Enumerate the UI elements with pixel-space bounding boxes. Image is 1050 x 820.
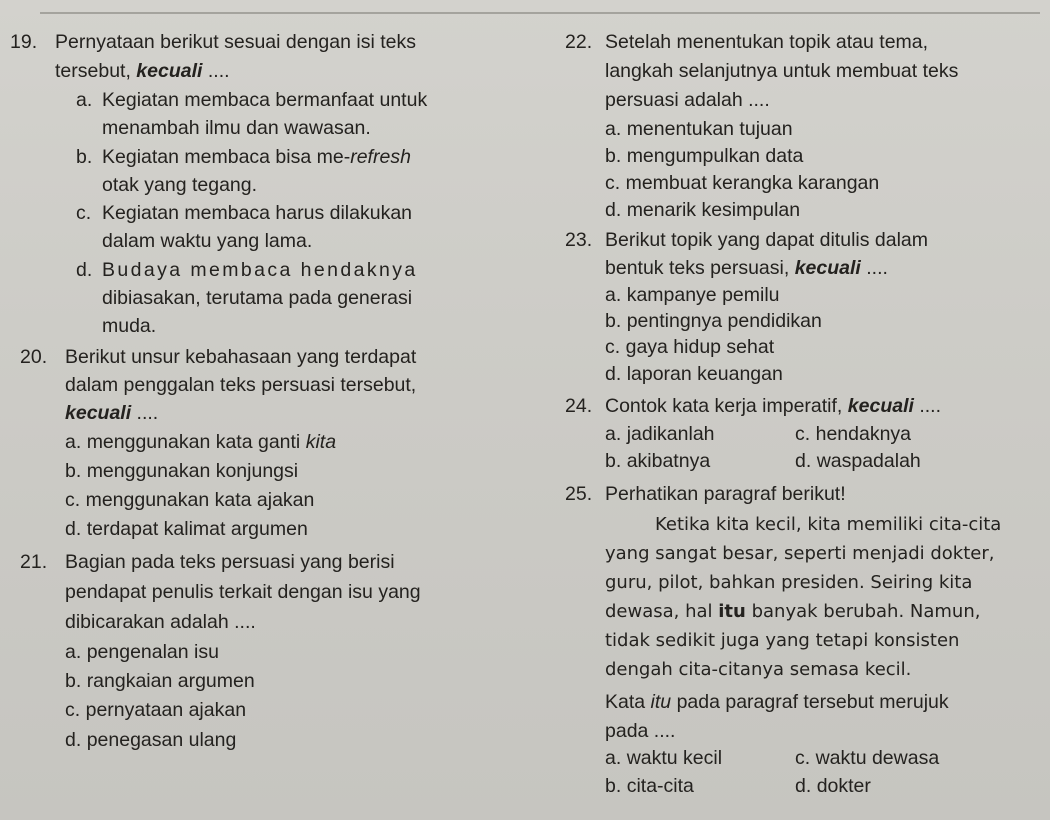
q24-option-b: b. akibatnya bbox=[605, 450, 711, 472]
q25-paragraph-5: tidak sedikit juga yang tetapi konsisten bbox=[605, 630, 960, 651]
q20-number: 20. bbox=[20, 346, 48, 368]
q21-stem-1: Bagian pada teks persuasi yang berisi bbox=[65, 551, 395, 573]
q19-option-b-text-2: otak yang tegang. bbox=[102, 174, 258, 196]
q23-option-a: a. kampanye pemilu bbox=[605, 284, 780, 306]
q19-option-a-text-1: Kegiatan membaca bermanfaat untuk bbox=[102, 89, 428, 111]
q19-number: 19. bbox=[10, 31, 38, 53]
q21-stem-3: dibicarakan adalah .... bbox=[65, 611, 256, 633]
q21-stem-2: pendapat penulis terkait dengan isu yang bbox=[65, 581, 421, 603]
q20-stem-3: kecuali .... bbox=[65, 402, 159, 424]
q21-option-a: a. pengenalan isu bbox=[65, 641, 219, 663]
q19-option-c-letter: c. bbox=[76, 202, 92, 224]
q25-paragraph-2: yang sangat besar, seperti menjadi dokter, bbox=[605, 543, 995, 564]
q24-option-c: c. hendaknya bbox=[795, 423, 912, 445]
q23-number: 23. bbox=[565, 229, 593, 251]
q19-kecuali: kecuali bbox=[136, 60, 203, 82]
q21-option-c: c. pernyataan ajakan bbox=[65, 699, 247, 721]
q21-number: 21. bbox=[20, 551, 48, 573]
q22-option-c: c. membuat kerangka karangan bbox=[605, 172, 880, 194]
q23-option-b: b. pentingnya pendidikan bbox=[605, 310, 822, 332]
q25-option-d: d. dokter bbox=[795, 775, 871, 797]
q22-number: 22. bbox=[565, 31, 593, 53]
q19-stem-2: tersebut, kecuali .... bbox=[55, 60, 230, 82]
q20-option-c: c. menggunakan kata ajakan bbox=[65, 489, 315, 511]
q22-option-b: b. mengumpulkan data bbox=[605, 145, 804, 167]
q20-option-d: d. terdapat kalimat argumen bbox=[65, 518, 308, 540]
q25-paragraph-6: dengah cita-citanya semasa kecil. bbox=[605, 659, 912, 680]
q25-paragraph-4: dewasa, hal itu banyak berubah. Namun, bbox=[605, 601, 981, 622]
q20-stem-2: dalam penggalan teks persuasi tersebut, bbox=[65, 374, 417, 396]
q19-option-c-text-1: Kegiatan membaca harus dilakukan bbox=[102, 202, 413, 224]
q20-stem-1: Berikut unsur kebahasaan yang terdapat bbox=[65, 346, 417, 368]
q23-option-d: d. laporan keuangan bbox=[605, 363, 783, 385]
q24-stem: Contok kata kerja imperatif, kecuali .... bbox=[605, 395, 942, 417]
q19-option-d-text-3: muda. bbox=[102, 315, 157, 337]
top-rule bbox=[40, 12, 1040, 14]
q25-option-b: b. cita-cita bbox=[605, 775, 694, 797]
q24-option-d: d. waspadalah bbox=[795, 450, 921, 472]
q21-option-b: b. rangkaian argumen bbox=[65, 670, 255, 692]
q19-option-d-text-1: Budaya membaca hendaknya bbox=[102, 259, 418, 281]
q19-option-b-text-1: Kegiatan membaca bisa me-refresh bbox=[102, 146, 411, 168]
q22-stem-3: persuasi adalah .... bbox=[605, 89, 770, 111]
q22-option-a: a. menentukan tujuan bbox=[605, 118, 793, 140]
q19-option-d-letter: d. bbox=[76, 259, 93, 281]
q20-option-a: a. menggunakan kata ganti kita bbox=[65, 431, 337, 453]
q25-option-a: a. waktu kecil bbox=[605, 747, 723, 769]
q25-option-c: c. waktu dewasa bbox=[795, 747, 940, 769]
q25-paragraph-3: guru, pilot, bahkan presiden. Seiring kita bbox=[605, 572, 973, 593]
q25-paragraph-1: Ketika kita kecil, kita memiliki cita-cita bbox=[655, 514, 1002, 535]
q25-question-1: Kata itu pada paragraf tersebut merujuk bbox=[605, 691, 949, 713]
q19-option-a-text-2: menambah ilmu dan wawasan. bbox=[102, 117, 371, 139]
q20-option-b: b. menggunakan konjungsi bbox=[65, 460, 299, 482]
q19-option-a-letter: a. bbox=[76, 89, 93, 111]
q22-stem-2: langkah selanjutnya untuk membuat teks bbox=[605, 60, 959, 82]
q25-number: 25. bbox=[565, 483, 593, 505]
q22-option-d: d. menarik kesimpulan bbox=[605, 199, 801, 221]
q19-option-d-text-2: dibiasakan, terutama pada generasi bbox=[102, 287, 413, 309]
q19-stem-1: Pernyataan berikut sesuai dengan isi teks bbox=[55, 31, 416, 53]
q23-stem-2: bentuk teks persuasi, kecuali .... bbox=[605, 257, 888, 279]
q19-option-c-text-2: dalam waktu yang lama. bbox=[102, 230, 313, 252]
q25-question-2: pada .... bbox=[605, 720, 676, 742]
q19-option-b-letter: b. bbox=[76, 146, 93, 168]
q23-option-c: c. gaya hidup sehat bbox=[605, 336, 775, 358]
q24-option-a: a. jadikanlah bbox=[605, 423, 715, 445]
q24-number: 24. bbox=[565, 395, 593, 417]
q21-option-d: d. penegasan ulang bbox=[65, 729, 237, 751]
q23-stem-1: Berikut topik yang dapat ditulis dalam bbox=[605, 229, 929, 251]
q25-stem: Perhatikan paragraf berikut! bbox=[605, 483, 846, 505]
q22-stem-1: Setelah menentukan topik atau tema, bbox=[605, 31, 929, 53]
